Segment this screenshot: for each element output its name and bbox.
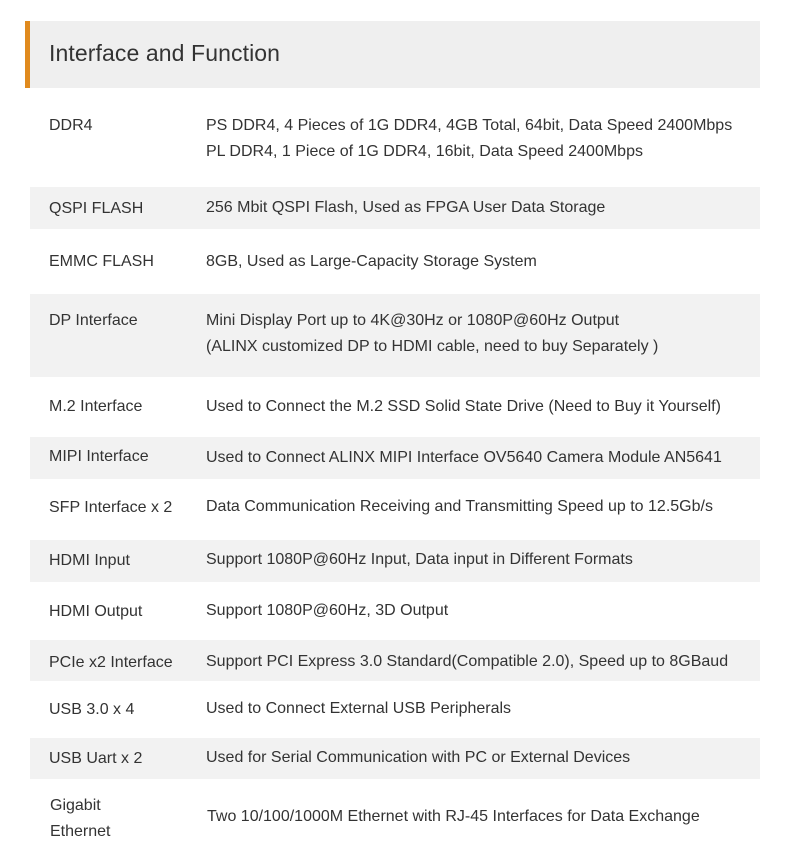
row-label	[49, 746, 142, 772]
row-label-line: Ethernet	[50, 823, 111, 840]
row-label	[49, 249, 154, 275]
table-row	[30, 294, 760, 377]
row-description-line: (ALINX customized DP to HDMI cable, need to buy Separately )	[206, 338, 659, 355]
row-description	[206, 745, 630, 771]
row-description	[206, 445, 722, 471]
row-description	[206, 494, 713, 520]
table-row	[30, 486, 760, 530]
row-label-line: USB 3.0 x 4	[49, 701, 135, 718]
row-description-line: Used to Connect External USB Peripherals	[206, 700, 512, 717]
row-label	[49, 495, 172, 521]
row-description	[206, 649, 728, 675]
row-description	[206, 547, 633, 573]
row-label-line: PCIe x2 Interface	[49, 654, 173, 671]
row-label-line: HDMI Output	[49, 603, 143, 620]
row-label	[49, 599, 142, 625]
row-description-line: PS DDR4, 4 Pieces of 1G DDR4, 4GB Total, 64bit, Data Speed 2400Mbps	[206, 117, 733, 134]
table-row	[30, 590, 760, 634]
row-label	[49, 650, 173, 676]
table-row	[30, 640, 760, 681]
table-row	[30, 240, 760, 284]
row-description-line: 8GB, Used as Large-Capacity Storage System	[206, 253, 537, 270]
row-description	[206, 249, 537, 275]
row-label-line: USB Uart x 2	[49, 750, 143, 767]
section-title: Interface and Function	[49, 40, 281, 66]
table-row	[30, 187, 760, 229]
row-label	[49, 548, 130, 574]
row-description	[206, 598, 448, 624]
row-description	[206, 195, 605, 221]
row-label-line: SFP Interface x 2	[49, 499, 173, 516]
row-description-line: Mini Display Port up to 4K@30Hz or 1080P@60Hz Output	[206, 312, 620, 329]
table-row	[30, 786, 760, 847]
row-description	[206, 394, 721, 420]
row-label	[49, 394, 142, 420]
row-label	[49, 444, 149, 470]
row-label-line: HDMI Input	[49, 552, 130, 569]
row-description	[206, 308, 658, 360]
row-label-line: MIPI Interface	[49, 448, 149, 465]
row-description-line: Used to Connect ALINX MIPI Interface OV5640 Camera Module AN5641	[206, 449, 722, 466]
row-description	[206, 113, 732, 165]
table-row	[30, 385, 760, 429]
row-description-line: Support PCI Express 3.0 Standard(Compatible 2.0), Speed up to 8GBaud	[206, 653, 729, 670]
row-label-line: DP Interface	[49, 312, 138, 329]
row-label-line: M.2 Interface	[49, 398, 143, 415]
table-row	[30, 738, 760, 779]
row-label	[49, 308, 138, 334]
row-label	[49, 196, 143, 222]
row-description-line: Support 1080P@60Hz, 3D Output	[206, 602, 449, 619]
row-label-line: QSPI FLASH	[49, 200, 144, 217]
table-row	[30, 540, 760, 582]
row-label	[49, 113, 93, 139]
table-row	[30, 105, 760, 175]
row-description-line: PL DDR4, 1 Piece of 1G DDR4, 16bit, Data Speed 2400Mbps	[206, 143, 643, 160]
row-description-line: Support 1080P@60Hz Input, Data input in Different Formats	[206, 551, 633, 568]
section-header	[25, 21, 760, 88]
row-description-line: Used to Connect the M.2 SSD Solid State Drive (Need to Buy it Yourself)	[206, 398, 721, 415]
row-description-line: Used for Serial Communication with PC or External Devices	[206, 749, 631, 766]
row-description-line: Two 10/100/1000M Ethernet with RJ-45 Interfaces for Data Exchange	[207, 808, 700, 825]
row-label	[49, 697, 134, 723]
row-description-line: 256 Mbit QSPI Flash, Used as FPGA User Data Storage	[206, 199, 606, 216]
row-label-line: Gigabit	[50, 797, 101, 814]
row-description	[207, 804, 700, 830]
row-label-line: EMMC FLASH	[49, 253, 154, 270]
row-label-line: DDR4	[49, 117, 93, 134]
row-description	[206, 696, 511, 722]
row-label	[50, 793, 110, 845]
row-description-line: Data Communication Receiving and Transmitting Speed up to 12.5Gb/s	[206, 498, 713, 515]
table-row	[30, 688, 760, 732]
table-row	[30, 437, 760, 479]
